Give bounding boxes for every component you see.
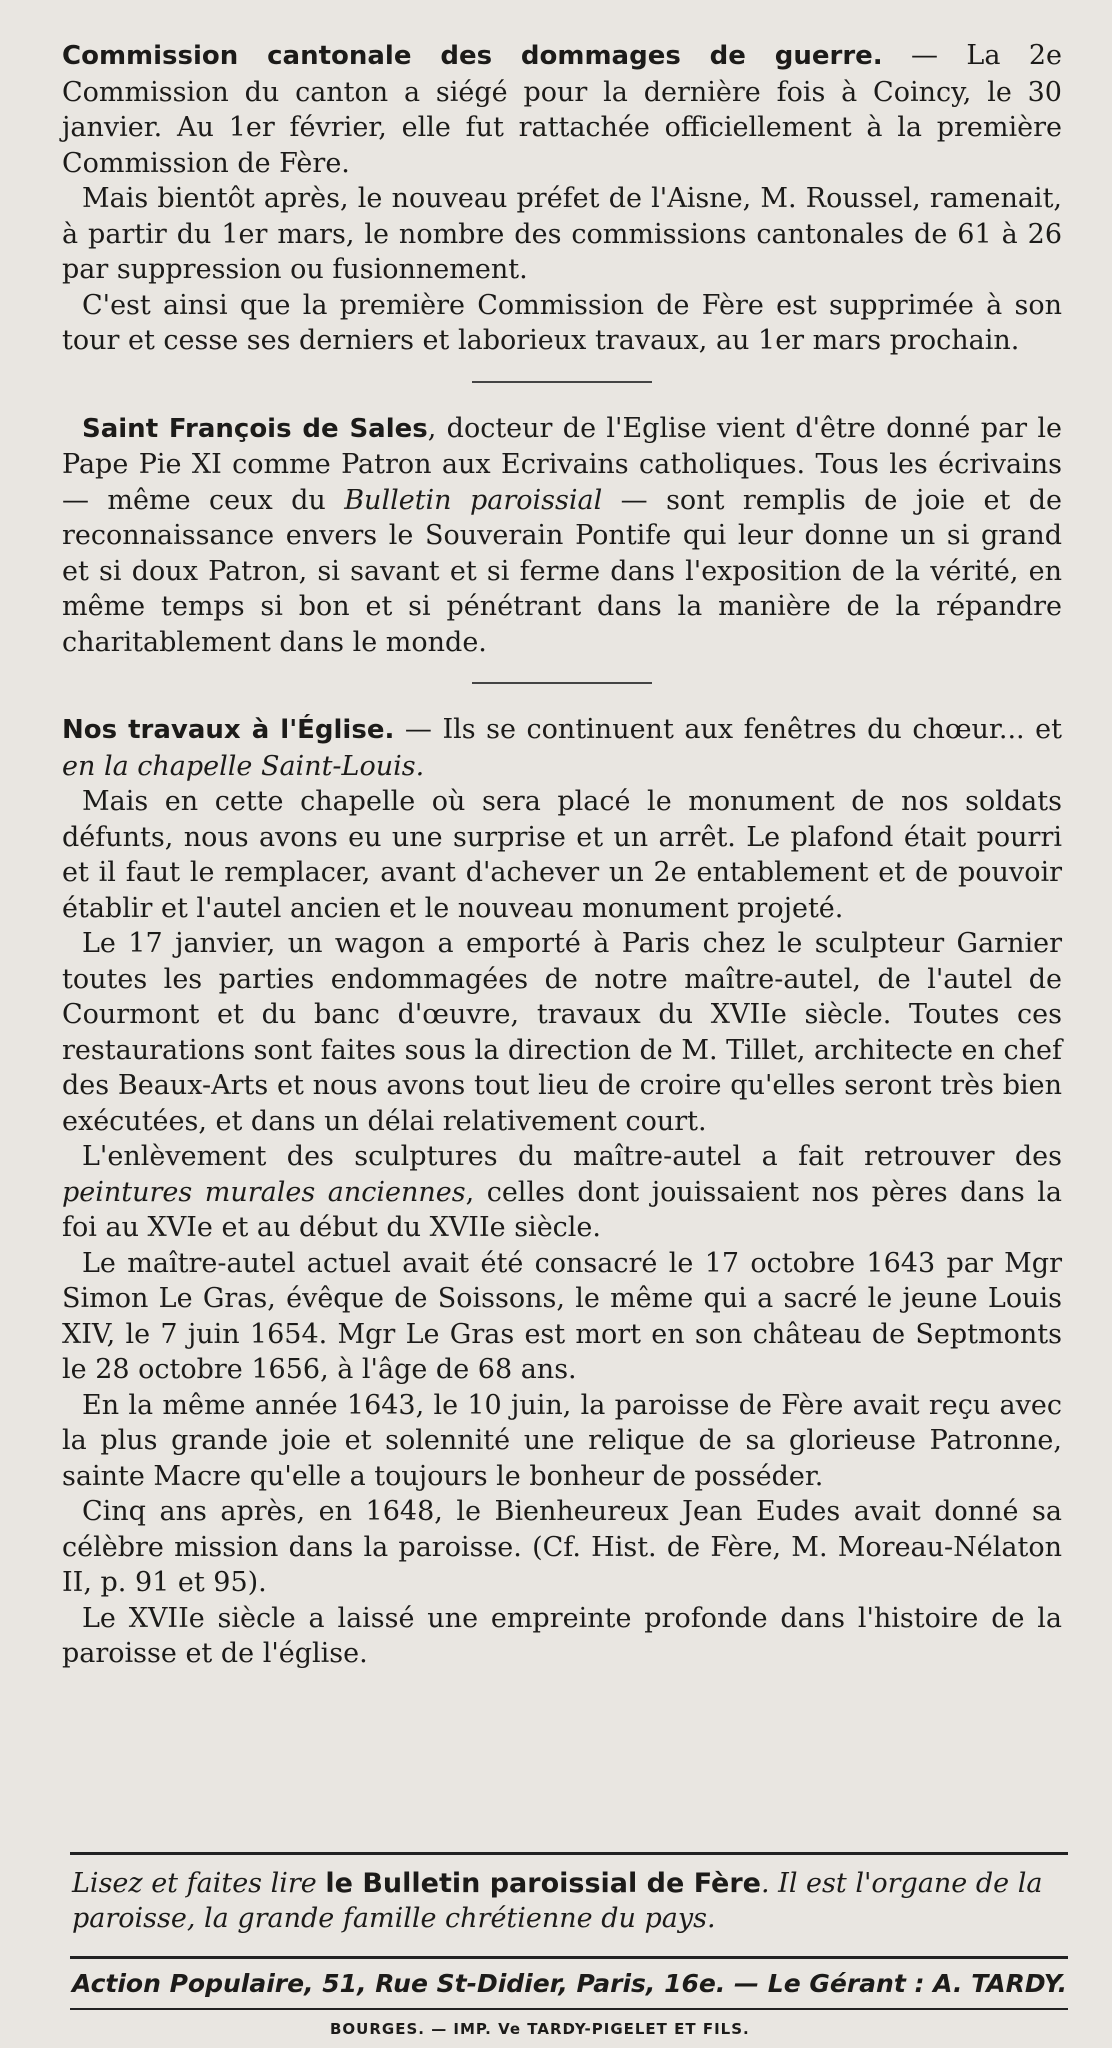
publisher-line: Action Populaire, 51, Rue St-Didier, Paris, 16e. — Le Gérant : A. TARDY. [72,1969,1068,1998]
section-commission-title: Commission cantonale des dommages de guerre. [62,41,883,71]
article-column [62,38,1062,1672]
printer-imprint: BOURGES. — IMP. Ve TARDY-PIGELET ET FILS. [330,2020,750,2038]
section-saint-francois-title: Saint François de Sales [82,413,428,444]
separator [472,682,652,684]
section-travaux-title: Nos travaux à l'Église. [62,715,395,745]
footer-rule-top [70,1852,1068,1855]
separator [472,381,652,383]
section-travaux-p5: Le maître-autel actuel avait été consacré le 17 octobre 1643 par Mgr Simon Le Gras, évêque de Soissons, le même qui a sacré le jeune Louis XIV, le 7 juin 1654. Mgr Le Gras est mort en son château de Septmonts le 28 octobre 1656, à l'âge de 68 ans. [62,1247,1062,1385]
section-travaux-p6: En la même année 1643, le 10 juin, la paroisse de Fère avait reçu avec la plus grande joie et solennité une relique de sa glorieuse Patronne, sainte Macre qu'elle a toujours le bonheur de posséder. [62,1389,1062,1492]
section-travaux-p8: Le XVIIe siècle a laissé une empreinte profonde dans l'histoire de la paroisse et de l'église. [62,1602,1062,1669]
section-travaux-p3: Le 17 janvier, un wagon a emporté à Paris chez le sculpteur Garnier toutes les parties endommagées de notre maître-autel, de l'autel de Courmont et du banc d'œuvre, travaux du XVIIe siècle. Toutes ces restaurations sont faites sous la direction de M. Tillet, architecte en chef des Beaux-Arts et nous avons tout lieu de croire qu'elles seront très bien exécutées, et dans un délai relativement court. [62,928,1062,1137]
footer-rule-bottom [70,2008,1068,2010]
section-commission-p2: Mais bientôt après, le nouveau préfet de l'Aisne, M. Roussel, ramenait, à partir du 1er mars, le nombre des commissions cantonales de 61 à 26 par suppression ou fusionnement. [62,183,1062,285]
section-travaux-p4: L'enlèvement des sculptures du maître-autel a fait retrouver des peintures murales anciennes, celles dont jouissaient nos pères dans la foi au XVIe et au début du XVIIe siècle. [62,1141,1062,1243]
section-travaux-p7: Cinq ans après, en 1648, le Bienheureux Jean Eudes avait donné sa célèbre mission dans la paroisse. (Cf. Hist. de Fère, M. Moreau-Nélaton II, p. 91 et 95). [62,1496,1062,1598]
section-travaux-p2: Mais en cette chapelle où sera placé le monument de nos soldats défunts, nous avons eu une surprise et un arrêt. Le plafond était pourri et il faut le remplacer, avant d'achever un 2e entablement et de pouvoir établir et l'autel ancien et le nouveau monument projeté. [62,786,1062,924]
footer-rule-middle [70,1956,1068,1959]
section-saint-francois-p1: Saint François de Sales, docteur de l'Eglise vient d'être donné par le Pape Pie XI comme Patron aux Ecrivains catholiques. Tous les écrivains — même ceux du Bulletin paroissial — sont remplis de joie et de reconnaissance envers le Souverain Pontife qui leur donne un si grand et si doux Patron, si savant et si ferme dans l'exposition de la vérité, en même temps si bon et si pénétrant dans la manière de la répandre charitablement dans le monde. [62,412,1062,658]
section-commission-p1: Commission cantonale des dommages de guerre. — La 2e Commission du canton a siégé pour la dernière fois à Coincy, le 30 janvier. Au 1er février, elle fut rattachée officiellement à la première Commission de Fère. [62,40,1062,179]
section-commission-p3: C'est ainsi que la première Commission de Fère est supprimée à son tour et cesse ses derniers et laborieux travaux, au 1er mars prochain. [62,289,1062,356]
section-travaux-p1: Nos travaux à l'Église. — Ils se continuent aux fenêtres du chœur... et en la chapelle Saint-Louis. [62,714,1062,782]
footer-notice: Lisez et faites lire le Bulletin paroissial de Fère. Il est l'organe de la paroisse, la grande famille chrétienne du pays. [72,1868,1043,1934]
